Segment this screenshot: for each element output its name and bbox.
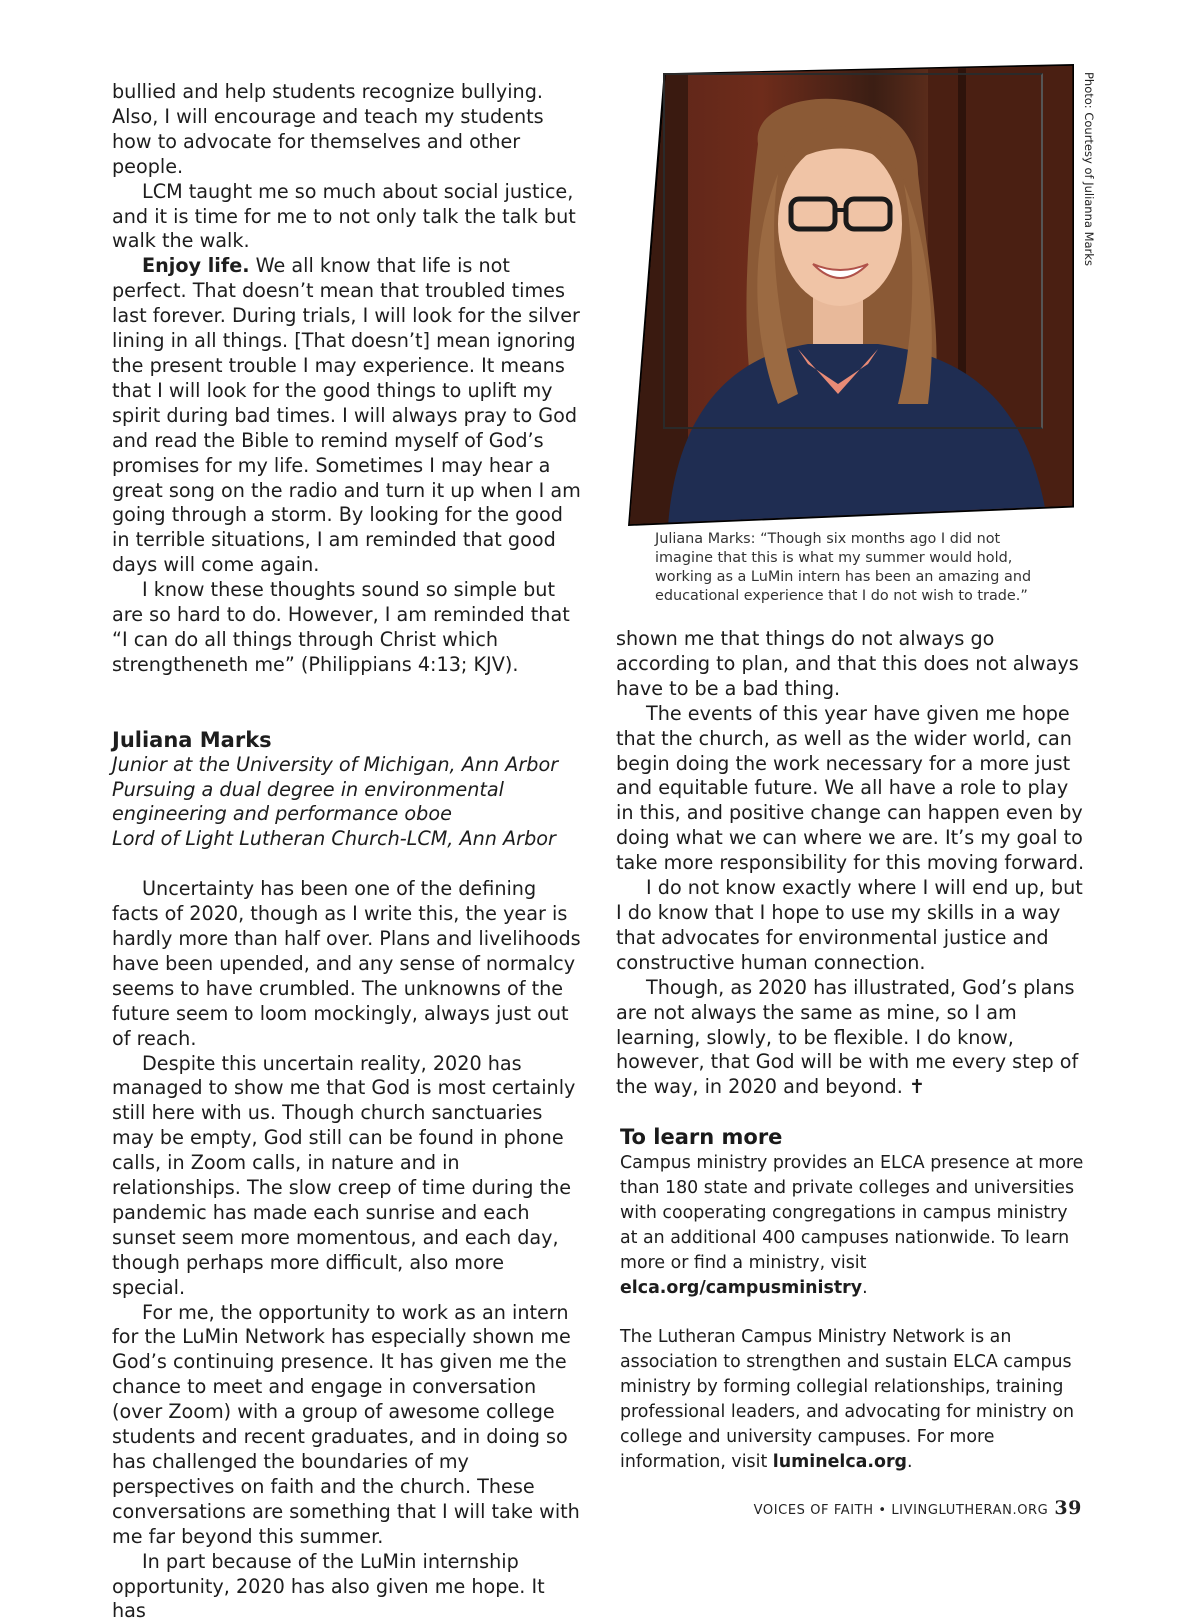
photo-inner-frame [663, 73, 1043, 429]
page-footer [754, 1497, 1082, 1519]
footer-text: VOICES OF FAITH • LIVINGLUTHERAN.ORG [753, 1503, 1049, 1518]
learn-more-box [620, 1123, 1090, 1475]
profile-school: Junior at the University of Michigan, Ann Arbor [112, 752, 559, 776]
paragraph-body: We all know that life is not perfect. That doesn’t mean that troubled times last forever. During trials, I will look for the silver lining in all things. [That doesn’t] mean ignoring the present trouble I may experience. It means that I will look for the good things to uplift my spirit during bad times. I will always pray to God and read the Bible to remind myself of God’s promises for my life. Sometimes I may hear a great song on the radio and turn it up when I am going through a storm. By looking for the good in terrible situations, I am reminded that good days will come again. [112, 254, 581, 577]
right-column [616, 627, 1086, 1100]
photo-caption: Juliana Marks: “Though six months ago I did not imagine that this is what my summer would hold, working as a LuMin intern has been an amazing and educational experience that I do not wish to trade.” [655, 531, 1032, 604]
body-paragraph: I do not know exactly where I will end up, but I do know that I hope to use my skills in a way that advocates for environmental justice and constructive human connection. [616, 876, 1083, 974]
paragraph-lead: Enjoy life. [142, 254, 250, 278]
body-paragraph: shown me that things do not always go according to plan, and that this does not always have to be a bad thing. [616, 627, 1079, 700]
body-paragraph: I know these thoughts sound so simple but are so hard to do. However, I am reminded that “I can do all things through Christ which strengtheneth me” (Philippians 4:13; KJV). [112, 578, 570, 676]
body-paragraph: bullied and help students recognize bullying. Also, I will encourage and teach my students how to advocate for themselves and other people. [112, 80, 544, 178]
body-paragraph: LCM taught me so much about social justice, and it is time for me to not only talk the talk but walk the walk. [112, 179, 576, 253]
body-paragraph: Uncertainty has been one of the defining facts of 2020, though as I write this, the year is hardly more than half over. Plans and livelihoods have been upended, and any sense of normalcy seems to have crumbled. The unknowns of the future seem to loom mockingly, always just out of reach. [112, 877, 581, 1050]
photo-credit: Photo: Courtesy of Julianna Marks [1082, 72, 1096, 266]
profile-degree: Pursuing a dual degree in environmental engineering and performance oboe [112, 777, 504, 826]
learn-more-paragraph [620, 1151, 1090, 1300]
page-number: 39 [1054, 1497, 1082, 1519]
body-paragraph: Though, as 2020 has illustrated, God’s plans are not always the same as mine, so I am learning, slowly, to be flexible. I do know, however, that God will be with me every step of the way, in 2020 and beyond. ✝ [616, 975, 1079, 1099]
learn-more-heading: To learn more [620, 1125, 783, 1149]
body-paragraph [112, 254, 582, 578]
body-paragraph: In part because of the LuMin internship opportunity, 2020 has also given me hope. It has [112, 1549, 545, 1623]
profile-church: Lord of Light Lutheran Church-LCM, Ann Arbor [112, 827, 556, 851]
learn-more-paragraph [620, 1325, 1090, 1474]
body-paragraph: For me, the opportunity to work as an intern for the LuMin Network has especially shown me God’s continuing presence. It has given me the chance to meet and engage in conversation (over Zoom) with a group of awesome college students and recent graduates, and in doing so has challenged the boundaries of my perspectives on faith and the church. These conversations are something that I will take with me far beyond this summer. [112, 1300, 580, 1548]
lumin-link[interactable]: luminelca.org [772, 1451, 907, 1472]
profile-name: Juliana Marks [112, 727, 272, 752]
learn-more-text: The Lutheran Campus Ministry Network is an association to strengthen and sustain ELCA campus ministry by forming collegial relationships, training professional leaders, and advocating for ministry on college and university campuses. For more information, visit [620, 1327, 1074, 1472]
punctuation: . [862, 1277, 868, 1298]
left-column [112, 80, 582, 1624]
campus-ministry-link[interactable]: elca.org/campusministry [620, 1277, 863, 1298]
body-paragraph: The events of this year have given me hope that the church, as well as the wider world, can begin doing the work necessary for a more just and equitable future. We all have a role to play in this, and positive change can happen even by doing what we can where we are. It’s my goal to take more responsibility for this moving forward. [616, 701, 1085, 875]
learn-more-text: Campus ministry provides an ELCA presence at more than 180 state and private colleges and universities with cooperating congregations in campus ministry at an additional 400 campuses nationwide. To learn more or find a ministry, visit [620, 1153, 1084, 1273]
punctuation: . [906, 1451, 913, 1472]
body-paragraph: Despite this uncertain reality, 2020 has managed to show me that God is most certainly still here with us. Though church sanctuaries may be empty, God still can be found in phone calls, in Zoom calls, in nature and in relationships. The slow creep of time during the pandemic has made each sunrise and each sunset seem more momentous, and each day, though perhaps more difficult, also more special. [112, 1051, 576, 1299]
